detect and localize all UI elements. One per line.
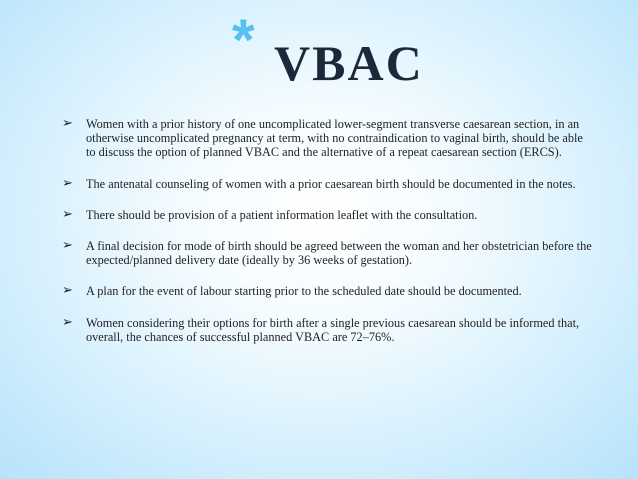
arrow-bullet-icon: ➢ <box>62 283 73 299</box>
bullet-item <box>62 239 592 267</box>
arrow-bullet-icon: ➢ <box>62 314 73 330</box>
bullet-item <box>62 177 592 191</box>
arrow-bullet-icon: ➢ <box>62 206 73 222</box>
arrow-bullet-icon: ➢ <box>62 238 73 254</box>
bullet-item <box>62 284 592 298</box>
bullet-text: A final decision for mode of birth should be agreed between the woman and her obstetrician before the expected/planned delivery date (ideally by 36 weeks of gestation). <box>86 239 592 268</box>
arrow-bullet-icon: ➢ <box>62 116 73 131</box>
bullet-item <box>62 316 592 344</box>
bullet-text: Women with a prior history of one uncomplicated lower-segment transverse caesarean section, in an otherwise uncomplicated pregnancy at term, with no contraindication to vaginal birth, should be able to discuss the option of planned VBAC and the alternative of a repeat caesarean section (ERCS). <box>86 117 583 160</box>
bullet-text: The antenatal counseling of women with a prior caesarean birth should be documented in the notes. <box>86 176 576 191</box>
arrow-bullet-icon: ➢ <box>62 175 73 191</box>
slide-title: VBAC <box>274 35 424 91</box>
bullet-list <box>62 117 592 361</box>
bullet-text: A plan for the event of labour starting prior to the scheduled date should be documented. <box>86 284 522 299</box>
bullet-text: There should be provision of a patient information leaflet with the consultation. <box>86 207 478 222</box>
bullet-text: Women considering their options for birth after a single previous caesarean should be informed that, overall, the chances of successful planned VBAC are 72–76%. <box>86 315 580 344</box>
title-area <box>220 8 424 91</box>
bullet-item <box>62 208 592 222</box>
asterisk-icon: * <box>232 8 255 73</box>
bullet-item <box>62 117 592 160</box>
